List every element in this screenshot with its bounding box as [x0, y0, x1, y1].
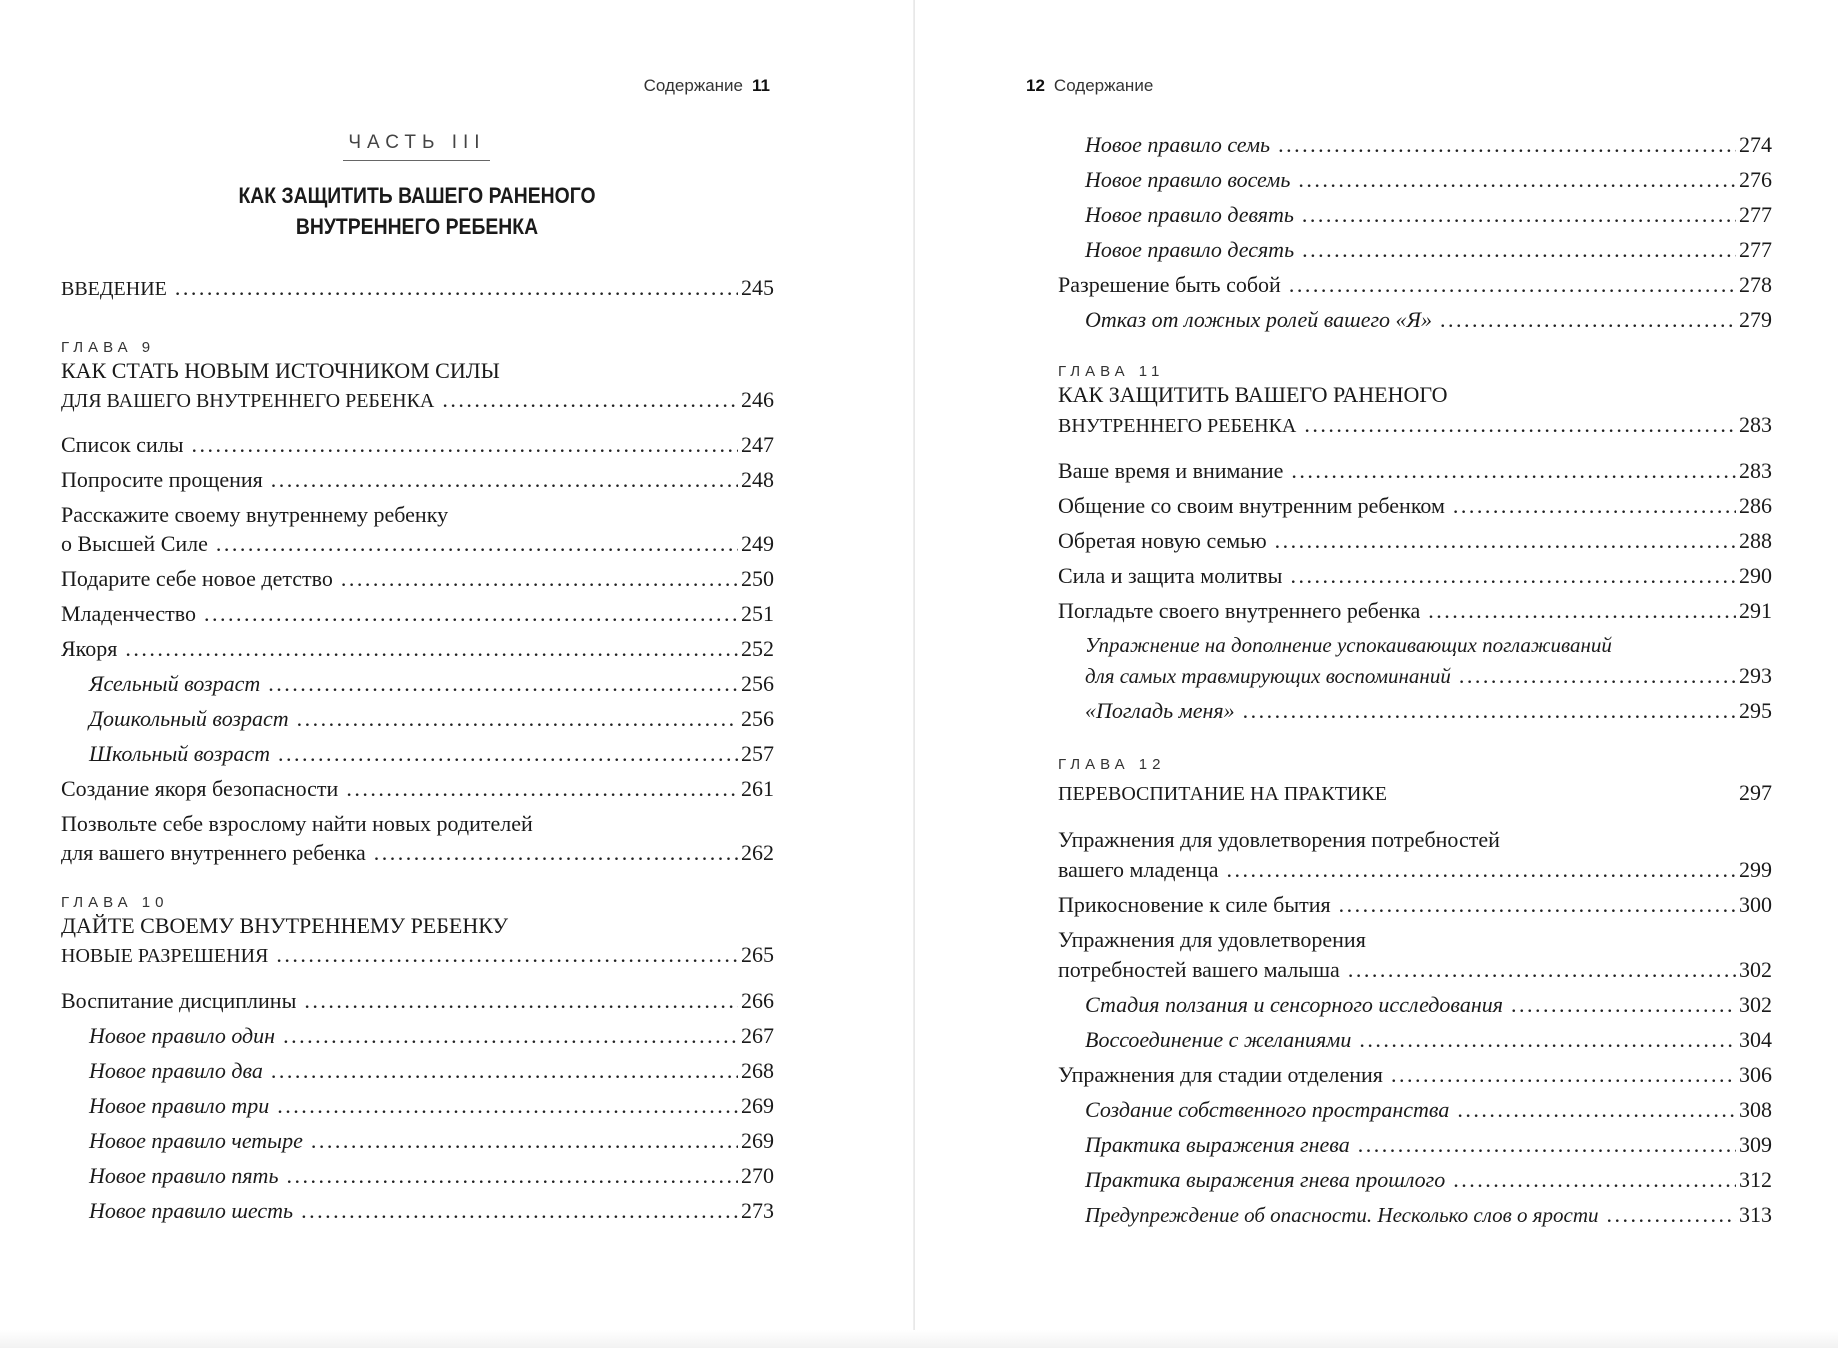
toc-entry-title: Список силы [61, 432, 184, 457]
toc-entry-title: Общение со своим внутренним ребенком [1058, 493, 1445, 518]
dot-leader [1339, 890, 1736, 919]
toc-entry-title: Младенчество [61, 601, 197, 626]
toc-entry[interactable] [61, 564, 774, 593]
toc-entry-page: 269 [741, 1128, 774, 1153]
toc-entry-title-line: Позвольте себе взрослому найти новых родителей [61, 811, 533, 836]
toc-entry-title: «Погладь меня» [1085, 698, 1235, 723]
left-page [0, 0, 915, 1348]
dot-leader [1391, 1060, 1736, 1089]
toc-entry[interactable] [61, 774, 774, 803]
dot-leader [1348, 955, 1736, 984]
dot-leader [1453, 1165, 1736, 1194]
toc-entry-page: 313 [1739, 1202, 1772, 1227]
toc-entry-page: 268 [741, 1058, 774, 1083]
toc-subentry[interactable] [89, 1126, 774, 1155]
dot-leader [1289, 270, 1736, 299]
toc-entry-page: 276 [1739, 167, 1772, 192]
toc-entry-page: 283 [1739, 412, 1772, 437]
toc-entry-title: Новое правило один [89, 1023, 276, 1048]
dot-leader [191, 430, 738, 459]
toc-entry-title: Новое правило пять [89, 1163, 279, 1188]
toc-entry-title: Новое правило три [89, 1093, 270, 1118]
chapter-label: ГЛАВА 10 [61, 894, 169, 911]
toc-subentry[interactable] [1085, 1130, 1772, 1159]
toc-entry-page: 245 [741, 275, 774, 300]
chapter-title-line: КАК СТАТЬ НОВЫМ ИСТОЧНИКОМ СИЛЫ [61, 358, 500, 383]
toc-subentry[interactable] [1085, 1095, 1772, 1124]
dot-leader [1304, 410, 1736, 439]
toc-entry-title: Практика выражения гнева прошлого [1085, 1167, 1446, 1192]
chapter-11-title[interactable] [1058, 410, 1772, 441]
toc-entry-title: Новое правило шесть [89, 1198, 294, 1223]
toc-entry-page: 299 [1739, 857, 1772, 882]
toc-entry-page: 278 [1739, 272, 1772, 297]
toc-entry-page: 312 [1739, 1167, 1772, 1192]
toc-entry[interactable] [61, 465, 774, 494]
toc-entry[interactable] [1058, 890, 1772, 919]
dot-leader [271, 1056, 738, 1085]
chapter-title-line: НОВЫЕ РАЗРЕШЕНИЯ [61, 945, 269, 967]
chapter-title-line: ПЕРЕВОСПИТАНИЕ НА ПРАКТИКЕ [1058, 783, 1387, 805]
toc-entry-title: Якоря [61, 636, 118, 661]
toc-entry-page: 302 [1739, 957, 1772, 982]
toc-entry-page: 265 [741, 942, 774, 967]
page-number: 11 [752, 76, 770, 95]
toc-entry-title: Практика выражения гнева [1085, 1132, 1350, 1157]
toc-subentry[interactable] [89, 1021, 774, 1050]
dot-leader [216, 529, 738, 558]
toc-entry-intro[interactable] [61, 273, 774, 304]
dot-leader [125, 634, 738, 663]
dot-leader [1298, 165, 1736, 194]
toc-subentry[interactable] [1085, 1200, 1772, 1230]
toc-subentry[interactable] [89, 739, 774, 768]
toc-entry-title: Новое правило восемь [1085, 167, 1291, 192]
dot-leader [1358, 1130, 1736, 1159]
toc-entry-title: Попросите прощения [61, 467, 263, 492]
toc-entry-title: Ваше время и внимание [1058, 458, 1284, 483]
running-head-right [1026, 76, 1153, 96]
toc-entry-page: 252 [741, 636, 774, 661]
toc-entry-title: Новое правило четыре [89, 1128, 303, 1153]
toc-entry-title: Новое правило десять [1085, 237, 1295, 262]
toc-entry[interactable] [1058, 596, 1772, 625]
dot-leader [1440, 305, 1736, 334]
page-bottom-shadow [0, 1330, 1838, 1348]
dot-leader [311, 1126, 738, 1155]
toc-entry-page: 273 [741, 1198, 774, 1223]
dot-leader [283, 1021, 738, 1050]
part-title-line: ВНУТРЕННЕГО РЕБЕНКА [295, 214, 539, 239]
dot-leader [175, 273, 738, 302]
toc-entry-page: 274 [1739, 132, 1772, 157]
toc-entry-title: Сила и защита молитвы [1058, 563, 1283, 588]
toc-entry-page: 304 [1739, 1027, 1772, 1052]
toc-entry-title: вашего младенца [1058, 857, 1219, 882]
toc-entry-page: 277 [1739, 237, 1772, 262]
toc-entry-page: 293 [1739, 663, 1772, 688]
toc-entry-title: о Высшей Силе [61, 531, 208, 556]
toc-entry-title-line: Упражнения для удовлетворения [1058, 927, 1366, 952]
toc-entry-title: Разрешение быть собой [1058, 272, 1281, 297]
dot-leader [297, 704, 738, 733]
toc-subentry[interactable] [1085, 200, 1772, 229]
dot-leader [1275, 526, 1736, 555]
chapter-label: ГЛАВА 9 [61, 339, 156, 356]
toc-subentry[interactable] [1085, 661, 1772, 691]
toc-entry-title: для вашего внутреннего ребенка [61, 840, 366, 865]
dot-leader [304, 986, 738, 1015]
toc-entry[interactable] [1058, 1060, 1772, 1089]
dot-leader [1226, 855, 1736, 884]
toc-subentry[interactable] [89, 704, 774, 733]
toc-entry-title: Создание якоря безопасности [61, 776, 339, 801]
chapter-title-line: КАК ЗАЩИТИТЬ ВАШЕГО РАНЕНОГО [1058, 382, 1448, 407]
toc-subentry[interactable] [89, 1056, 774, 1085]
dot-leader [204, 599, 738, 628]
dot-leader [374, 838, 738, 867]
toc-entry-title-line: Расскажите своему внутреннему ребенку [61, 502, 449, 527]
toc-entry-title: ВВЕДЕНИЕ [61, 278, 167, 300]
chapter-label: ГЛАВА 12 [1058, 756, 1166, 773]
toc-entry-title: Прикосновение к силе бытия [1058, 892, 1331, 917]
toc-subentry[interactable] [1085, 1165, 1772, 1194]
toc-subentry[interactable] [1085, 235, 1772, 264]
toc-entry-title: Новое правило семь [1085, 132, 1271, 157]
toc-subentry[interactable] [89, 669, 774, 698]
toc-entry-page: 309 [1739, 1132, 1772, 1157]
part-divider [343, 160, 490, 161]
running-head-left [644, 76, 770, 96]
toc-entry[interactable] [1058, 456, 1772, 485]
chapter-title-line: ДАЙТЕ СВОЕМУ ВНУТРЕННЕМУ РЕБЕНКУ [61, 913, 509, 938]
toc-subentry[interactable] [89, 1196, 774, 1225]
toc-entry-title: Отказ от ложных ролей вашего «Я» [1085, 307, 1433, 332]
toc-entry-title: Создание собственного пространства [1085, 1097, 1450, 1122]
toc-entry-title: Новое правило девять [1085, 202, 1294, 227]
toc-entry-page: 290 [1739, 563, 1772, 588]
chapter-10-title[interactable] [61, 940, 774, 971]
dot-leader [1302, 200, 1736, 229]
toc-entry-page: 261 [741, 776, 774, 801]
dot-leader [1453, 491, 1736, 520]
chapter-9-title[interactable] [61, 385, 774, 416]
dot-leader [277, 1091, 738, 1120]
dot-leader [276, 940, 738, 969]
toc-entry[interactable] [1058, 491, 1772, 520]
chapter-12-title[interactable] [1058, 778, 1772, 809]
toc-entry[interactable] [1058, 855, 1772, 884]
toc-entry-title: Новое правило два [89, 1058, 263, 1083]
part-label: ЧАСТЬ III [348, 132, 486, 153]
toc-entry-title: для самых травмирующих воспоминаний [1085, 664, 1451, 688]
chapter-title-line: ВНУТРЕННЕГО РЕБЕНКА [1058, 415, 1297, 437]
toc-entry-page: 251 [741, 601, 774, 626]
toc-entry-page: 248 [741, 467, 774, 492]
toc-subentry[interactable] [1085, 130, 1772, 159]
toc-entry-page: 279 [1739, 307, 1772, 332]
toc-entry-page: 247 [741, 432, 774, 457]
toc-entry-title-line: Упражнения для удовлетворения потребностей [1058, 827, 1500, 852]
page-number: 12 [1026, 76, 1045, 95]
toc-entry-page: 288 [1739, 528, 1772, 553]
dot-leader [1278, 130, 1736, 159]
toc-entry-page: 306 [1739, 1062, 1772, 1087]
toc-entry[interactable] [61, 599, 774, 628]
dot-leader [1359, 1025, 1736, 1054]
running-head-title: Содержание [643, 76, 744, 95]
toc-entry-title: потребностей вашего малыша [1058, 957, 1340, 982]
toc-entry-title: Подарите себе новое детство [61, 566, 333, 591]
toc-subentry[interactable] [1085, 990, 1772, 1019]
chapter-title-line: ДЛЯ ВАШЕГО ВНУТРЕННЕГО РЕБЕНКА [61, 390, 435, 412]
toc-entry-page: 291 [1739, 598, 1772, 623]
toc-entry-page: 277 [1739, 202, 1772, 227]
toc-subentry[interactable] [1085, 305, 1772, 334]
toc-entry[interactable] [61, 838, 774, 867]
toc-entry[interactable] [61, 430, 774, 459]
toc-entry-page: 297 [1739, 780, 1772, 805]
toc-entry[interactable] [61, 529, 774, 558]
toc-entry-title: Ясельный возраст [89, 671, 261, 696]
toc-entry-title: Обретая новую семью [1058, 528, 1267, 553]
toc-entry-title: Воспитание дисциплины [61, 988, 297, 1013]
dot-leader [1459, 661, 1736, 690]
toc-entry-title: Погладьте своего внутреннего ребенка [1058, 598, 1421, 623]
dot-leader [1243, 696, 1736, 725]
toc-entry-title: Предупреждение об опасности. Несколько слов о ярости [1085, 1203, 1599, 1227]
right-page [915, 0, 1838, 1348]
toc-entry-page: 283 [1739, 458, 1772, 483]
toc-subentry[interactable] [89, 1161, 774, 1190]
toc-entry-page: 267 [741, 1023, 774, 1048]
toc-entry-page: 256 [741, 706, 774, 731]
toc-entry[interactable] [1058, 955, 1772, 984]
dot-leader [1607, 1200, 1736, 1229]
toc-entry[interactable] [1058, 270, 1772, 299]
toc-entry-page: 250 [741, 566, 774, 591]
toc-entry[interactable] [61, 986, 774, 1015]
toc-subentry[interactable] [89, 1091, 774, 1120]
toc-subentry[interactable] [1085, 696, 1772, 725]
dot-leader [341, 564, 738, 593]
toc-entry-title: Воссоединение с желаниями [1085, 1027, 1352, 1052]
part-title-line: КАК ЗАЩИТИТЬ ВАШЕГО РАНЕНОГО [238, 183, 596, 208]
dot-leader [268, 669, 738, 698]
dot-leader [1457, 1095, 1736, 1124]
toc-entry-title: Стадия ползания и сенсорного исследования [1085, 992, 1503, 1017]
toc-entry-title-line: Упражнение на дополнение успокаивающих поглаживаний [1085, 633, 1612, 657]
chapter-label: ГЛАВА 11 [1058, 363, 1165, 380]
toc-entry-page: 269 [741, 1093, 774, 1118]
dot-leader [286, 1161, 738, 1190]
dot-leader [442, 385, 738, 414]
toc-entry[interactable] [1058, 561, 1772, 590]
toc-entry-page: 295 [1739, 698, 1772, 723]
toc-entry-page: 308 [1739, 1097, 1772, 1122]
toc-entry[interactable] [61, 634, 774, 663]
dot-leader [278, 739, 738, 768]
toc-subentry[interactable] [1085, 165, 1772, 194]
toc-subentry[interactable] [1085, 1025, 1772, 1054]
toc-entry-title: Упражнения для стадии отделения [1058, 1062, 1383, 1087]
dot-leader [1290, 561, 1736, 590]
toc-entry-page: 286 [1739, 493, 1772, 518]
running-head-title: Содержание [1053, 76, 1154, 95]
toc-entry-page: 246 [741, 387, 774, 412]
dot-leader [1291, 456, 1736, 485]
toc-entry-page: 257 [741, 741, 774, 766]
toc-entry-page: 262 [741, 840, 774, 865]
toc-entry-page: 256 [741, 671, 774, 696]
dot-leader [301, 1196, 738, 1225]
toc-entry-page: 249 [741, 531, 774, 556]
dot-leader [346, 774, 738, 803]
toc-entry[interactable] [1058, 526, 1772, 555]
toc-entry-page: 302 [1739, 992, 1772, 1017]
toc-entry-title: Школьный возраст [89, 741, 270, 766]
toc-entry-page: 270 [741, 1163, 774, 1188]
dot-leader [1511, 990, 1736, 1019]
dot-leader [271, 465, 738, 494]
dot-leader [1428, 596, 1736, 625]
toc-entry-page: 266 [741, 988, 774, 1013]
dot-leader [1302, 235, 1736, 264]
toc-entry-page: 300 [1739, 892, 1772, 917]
part-title [50, 180, 784, 242]
toc-entry-title: Дошкольный возраст [89, 706, 289, 731]
